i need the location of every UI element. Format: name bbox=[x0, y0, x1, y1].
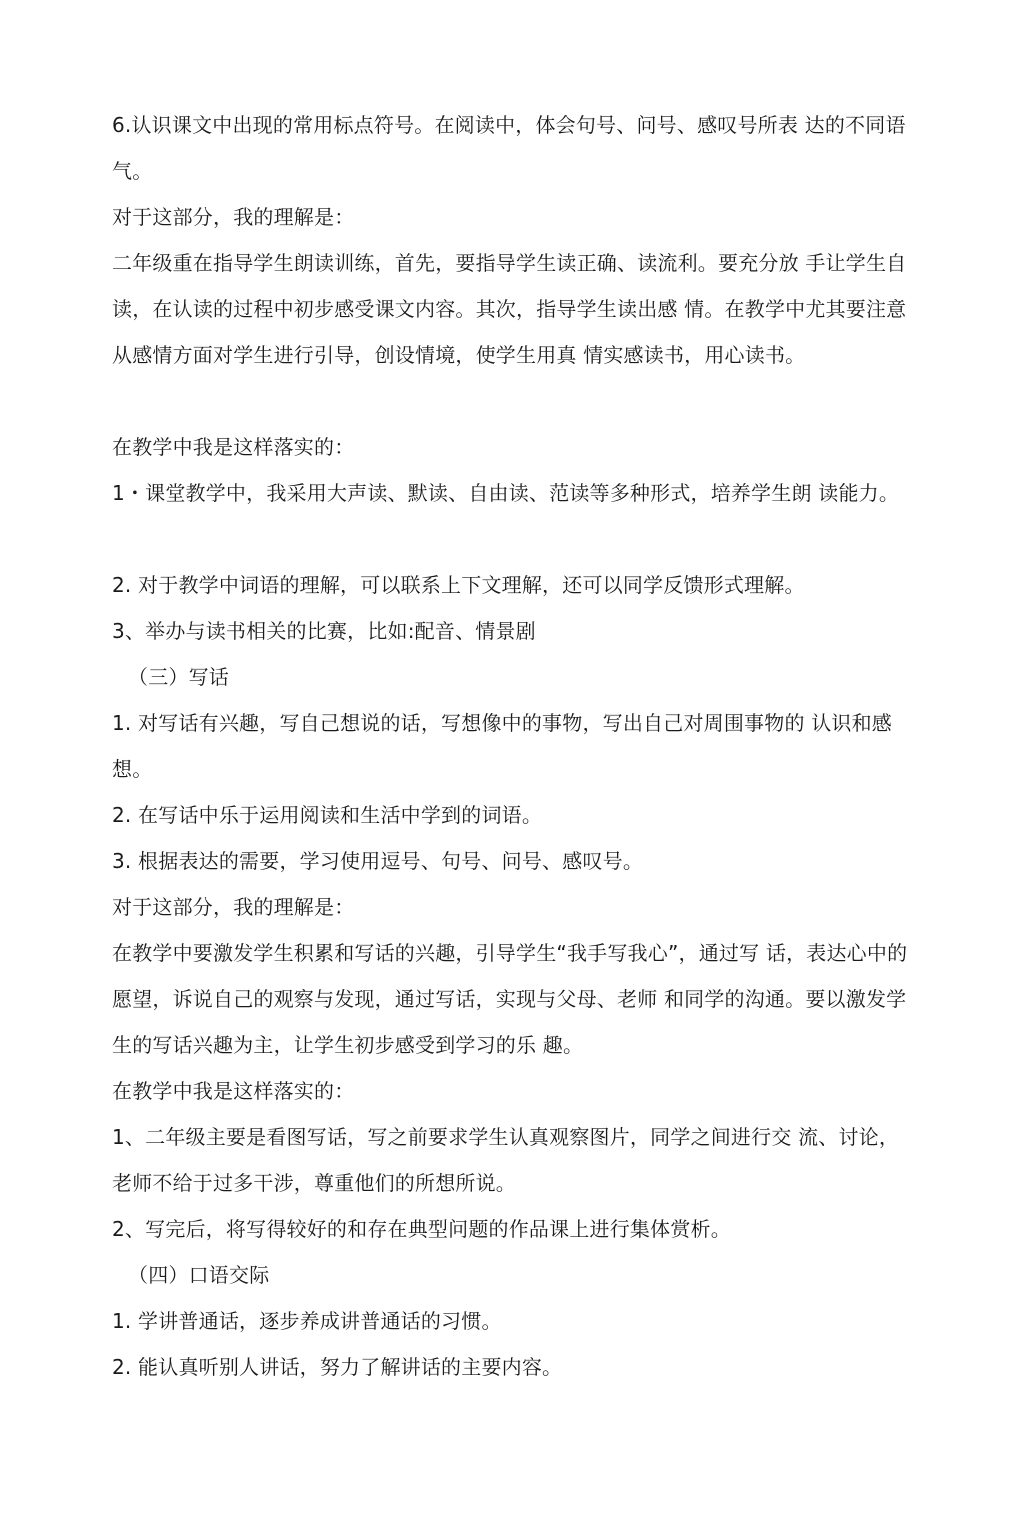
paragraph-understanding-heading: 对于这部分，我的理解是： bbox=[112, 205, 355, 229]
paragraph-punctuation: 6.认识课文中出现的常用标点符号。在阅读中，体会句号、问号、感叹号所表 达的不同语气。 bbox=[112, 113, 906, 183]
list-item-oral-2: 2. 能认真听别人讲话，努力了解讲话的主要内容。 bbox=[112, 1355, 563, 1379]
paragraph-understanding-heading-2: 对于这部分，我的理解是： bbox=[112, 895, 355, 919]
list-item-writing-2: 2. 在写话中乐于运用阅读和生活中学到的词语。 bbox=[112, 803, 543, 827]
list-item-reading-3: 3、举办与读书相关的比赛，比如:配音、情景剧 bbox=[112, 619, 536, 643]
list-item-implementation-2: 2、写完后，将写得较好的和存在典型问题的作品课上进行集体赏析。 bbox=[112, 1217, 731, 1241]
section-heading-oral: （四）口语交际 bbox=[128, 1263, 270, 1287]
section-heading-writing: （三）写话 bbox=[128, 665, 229, 689]
list-item-oral-1: 1. 学讲普通话，逐步养成讲普通话的习惯。 bbox=[112, 1309, 502, 1333]
list-item-reading-1: 1・课堂教学中，我采用大声读、默读、自由读、范读等多种形式，培养学生朗 读能力。 bbox=[112, 481, 900, 505]
paragraph-reading-understanding: 二年级重在指导学生朗读训练，首先，要指导学生读正确、读流利。要充分放 手让学生自读，在认读的过程中初步感受课文内容。其次，指导学生读出感 情。在教学中尤其要注意从感情方面对学生进行引导，创设情境，使学生用真 情实感读书，用心读书。 bbox=[112, 251, 907, 367]
paragraph-implementation-heading: 在教学中我是这样落实的： bbox=[112, 435, 355, 459]
list-item-reading-2: 2. 对于教学中词语的理解，可以联系上下文理解，还可以同学反馈形式理解。 bbox=[112, 573, 805, 597]
list-item-writing-3: 3. 根据表达的需要，学习使用逗号、句号、问号、感叹号。 bbox=[112, 849, 644, 873]
paragraph-writing-understanding: 在教学中要激发学生积累和写话的兴趣，引导学生“我手写我心”，通过写 话，表达心中的愿望，诉说自己的观察与发现，通过写话，实现与父母、老师 和同学的沟通。要以激发学生的写话兴趣为主，让学生初步感受到学习的乐 趣。 bbox=[112, 941, 908, 1057]
list-item-implementation-1: 1、二年级主要是看图写话，写之前要求学生认真观察图片，同学之间进行交 流、讨论，老师不给于过多干涉，尊重他们的所想所说。 bbox=[112, 1125, 900, 1195]
list-item-writing-1: 1. 对写话有兴趣，写自己想说的话，写想像中的事物，写出自己对周围事物的 认识和感想。 bbox=[112, 711, 892, 781]
paragraph-implementation-heading-2: 在教学中我是这样落实的： bbox=[112, 1079, 355, 1103]
